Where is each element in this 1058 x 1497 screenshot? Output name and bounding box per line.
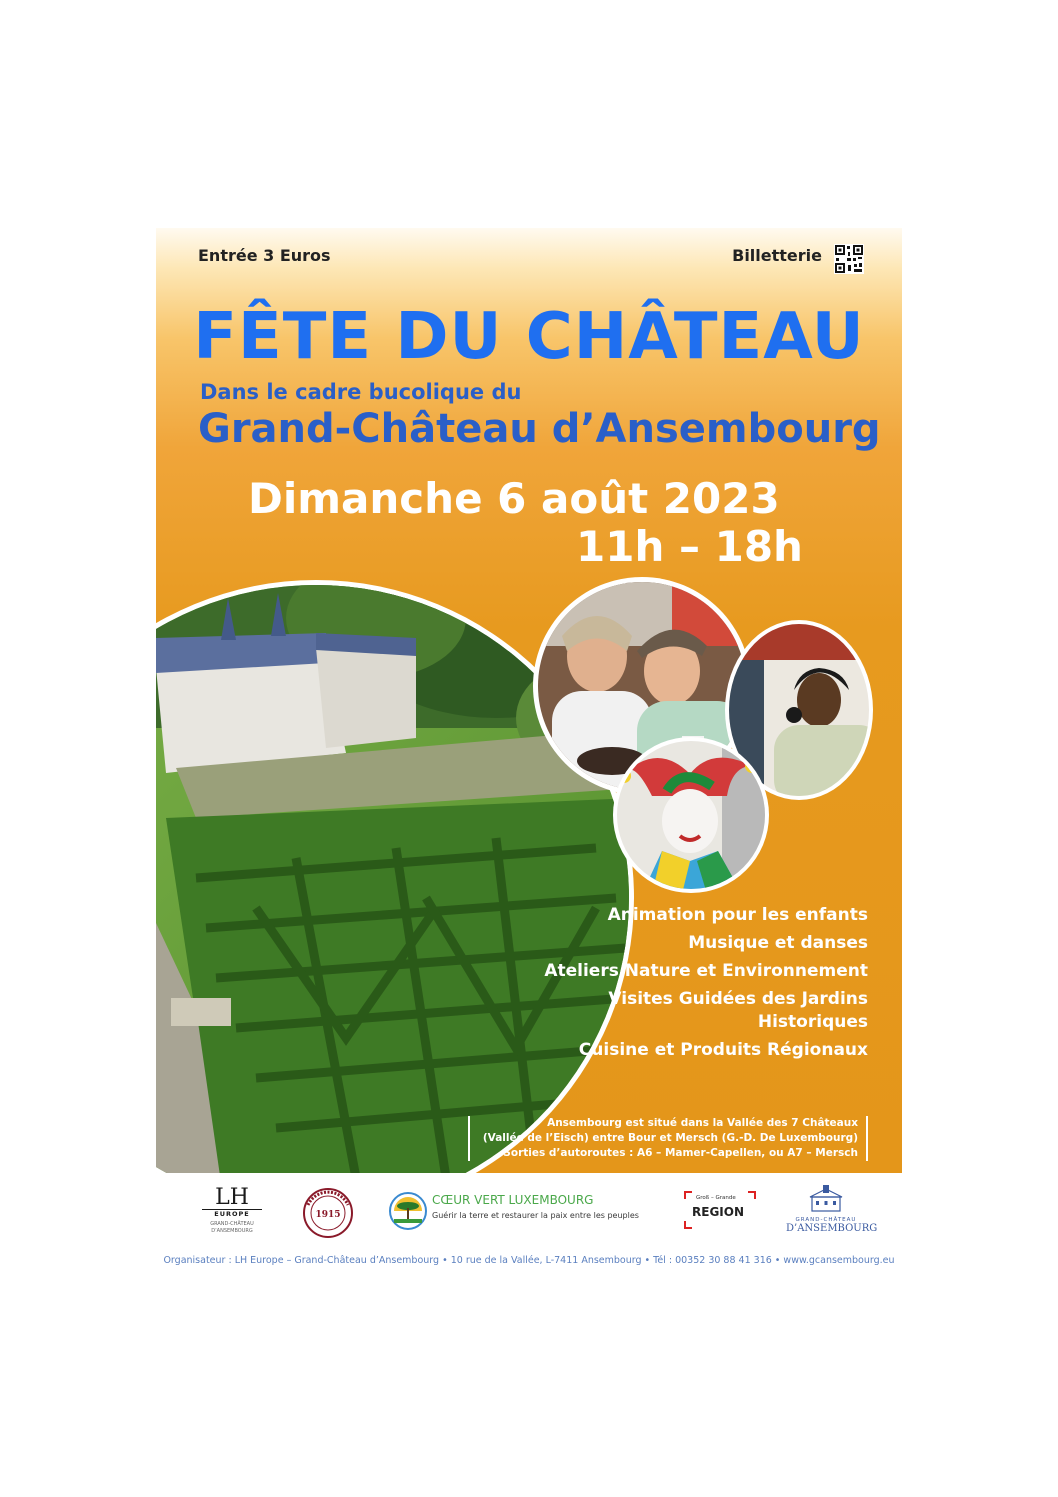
grand-chateau-logo: GRAND-CHÂTEAU D’ANSEMBOURG xyxy=(786,1185,866,1234)
sponsor-logos xyxy=(156,1185,902,1250)
activity-item: Animation pour les enfants xyxy=(607,905,868,925)
event-poster xyxy=(156,228,902,1173)
location-line: Ansembourg est situé dans la Vallée des 7 Châteaux xyxy=(547,1117,858,1129)
activity-item: Cuisine et Produits Régionaux xyxy=(578,1040,868,1060)
activity-item: Visites Guidées des Jardins Historiques xyxy=(608,989,868,1032)
activities-list xyxy=(538,904,868,1067)
tree-icon xyxy=(388,1191,428,1231)
location-info xyxy=(468,1116,868,1161)
lh-europe-logo: LH EUROPE GRAND-CHÂTEAU D’ANSEMBOURG xyxy=(202,1187,262,1235)
activity-item: Musique et danses xyxy=(688,933,868,953)
castle-icon xyxy=(806,1185,846,1213)
ticketing-label: Billetterie xyxy=(732,246,822,265)
coeur-vert-logo: CŒUR VERT LUXEMBOURG Guérir la terre et restaurer la paix entre les peuples xyxy=(388,1191,643,1231)
qr-code-icon[interactable] xyxy=(834,244,864,274)
event-date: Dimanche 6 août 2023 xyxy=(248,474,780,523)
event-hours: 11h – 18h xyxy=(576,522,803,571)
svg-text:1915: 1915 xyxy=(315,1210,341,1220)
subtitle-line-2: Grand-Château d’Ansembourg xyxy=(198,406,881,452)
subtitle-line-1: Dans le cadre bucolique du xyxy=(200,380,522,404)
organizer-footer: Organisateur : LH Europe – Grand-Château d’Ansembourg • 10 rue de la Vallée, L-7411 Ansembourg • Tél : 00352 30 88 41 316 • www.gcansembourg.eu xyxy=(163,1255,895,1266)
entry-price: Entrée 3 Euros xyxy=(198,246,331,265)
activity-item: Ateliers Nature et Environnement xyxy=(544,961,868,981)
jester-photo xyxy=(612,736,770,894)
renaissance-francaise-logo xyxy=(302,1187,354,1239)
grande-region-logo: Groß – Grande REGION xyxy=(684,1191,756,1229)
location-line: Sorties d’autoroutes : A6 – Mamer-Capellen, ou A7 – Mersch xyxy=(503,1147,858,1159)
event-title: FÊTE DU CHÂTEAU xyxy=(193,300,865,374)
location-line: (Vallée de l’Eisch) entre Bour et Mersch (G.-D. De Luxembourg) xyxy=(482,1132,858,1144)
